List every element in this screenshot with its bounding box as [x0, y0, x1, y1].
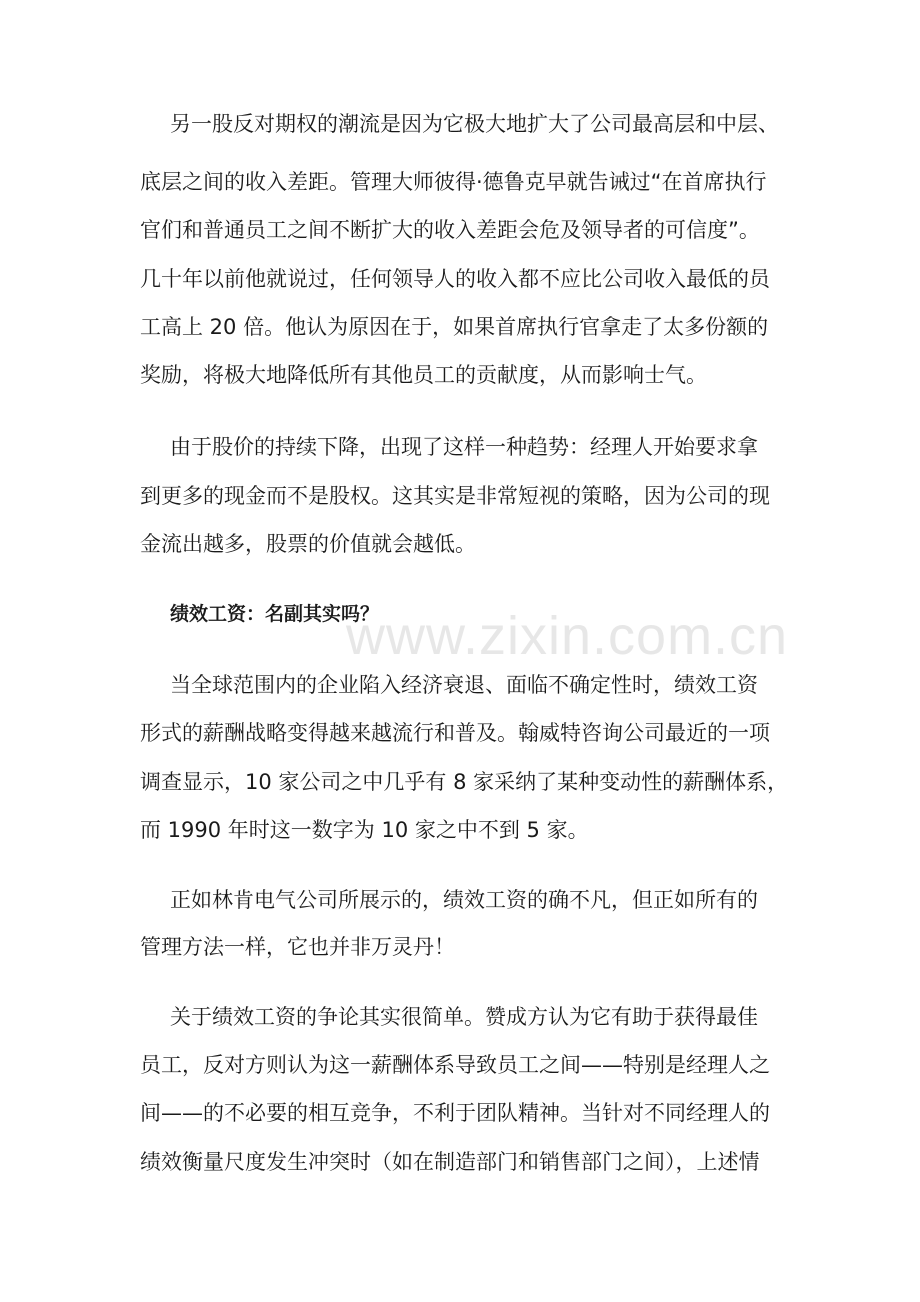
paragraph-4-line-2: 管理方法一样，它也并非万灵丹！ [140, 935, 455, 959]
paragraph-5-line-2: 员工，反对方则认为这一薪酬体系导致员工之间——特别是经理人之 [140, 1053, 770, 1077]
paragraph-1-line-4: 几十年以前他就说过，任何领导人的收入都不应比公司收入最低的员 [140, 267, 770, 291]
paragraph-3-line-3: 调查显示，10 家公司之中几乎有 8 家采纳了某种变动性的薪酬体系， [140, 770, 789, 794]
paragraph-3-line-1: 当全球范围内的企业陷入经济衰退、面临不确定性时，绩效工资 [170, 673, 758, 697]
paragraph-2-line-1: 由于股价的持续下降，出现了这样一种趋势：经理人开始要求拿 [170, 435, 758, 459]
paragraph-4-line-1: 正如林肯电气公司所展示的，绩效工资的确不凡，但正如所有的 [170, 888, 758, 912]
paragraph-5-line-1: 关于绩效工资的争论其实很简单。赞成方认为它有助于获得最佳 [170, 1005, 758, 1029]
paragraph-1-line-5: 工高上 20 倍。他认为原因在于，如果首席执行官拿走了太多份额的 [140, 315, 769, 339]
paragraph-2-line-3: 金流出越多，股票的价值就会越低。 [140, 532, 476, 556]
paragraph-3-line-4: 而 1990 年时这一数字为 10 家之中不到 5 家。 [140, 818, 589, 842]
paragraph-5-line-3: 间——的不必要的相互竞争，不利于团队精神。当针对不同经理人的 [140, 1101, 770, 1125]
paragraph-2-line-2: 到更多的现金而不是股权。这其实是非常短视的策略，因为公司的现 [140, 484, 770, 508]
paragraph-1-line-1: 另一股反对期权的潮流是因为它极大地扩大了公司最高层和中层、 [170, 112, 779, 136]
section-heading: 绩效工资：名副其实吗？ [170, 603, 380, 625]
paragraph-1-line-6: 奖励，将极大地降低所有其他员工的贡献度，从而影响士气。 [140, 363, 707, 387]
watermark: www.zixin.com.cn [346, 606, 789, 666]
paragraph-5-line-4: 绩效衡量尺度发生冲突时（如在制造部门和销售部门之间），上述情 [140, 1150, 760, 1174]
paragraph-1-line-3: 官们和普通员工之间不断扩大的收入差距会危及领导者的可信度”。 [140, 218, 760, 242]
paragraph-1-line-2: 底层之间的收入差距。管理大师彼得·德鲁克早就告诫过“在首席执行 [140, 170, 767, 194]
paragraph-3-line-2: 形式的薪酬战略变得越来越流行和普及。翰威特咨询公司最近的一项 [140, 721, 770, 745]
